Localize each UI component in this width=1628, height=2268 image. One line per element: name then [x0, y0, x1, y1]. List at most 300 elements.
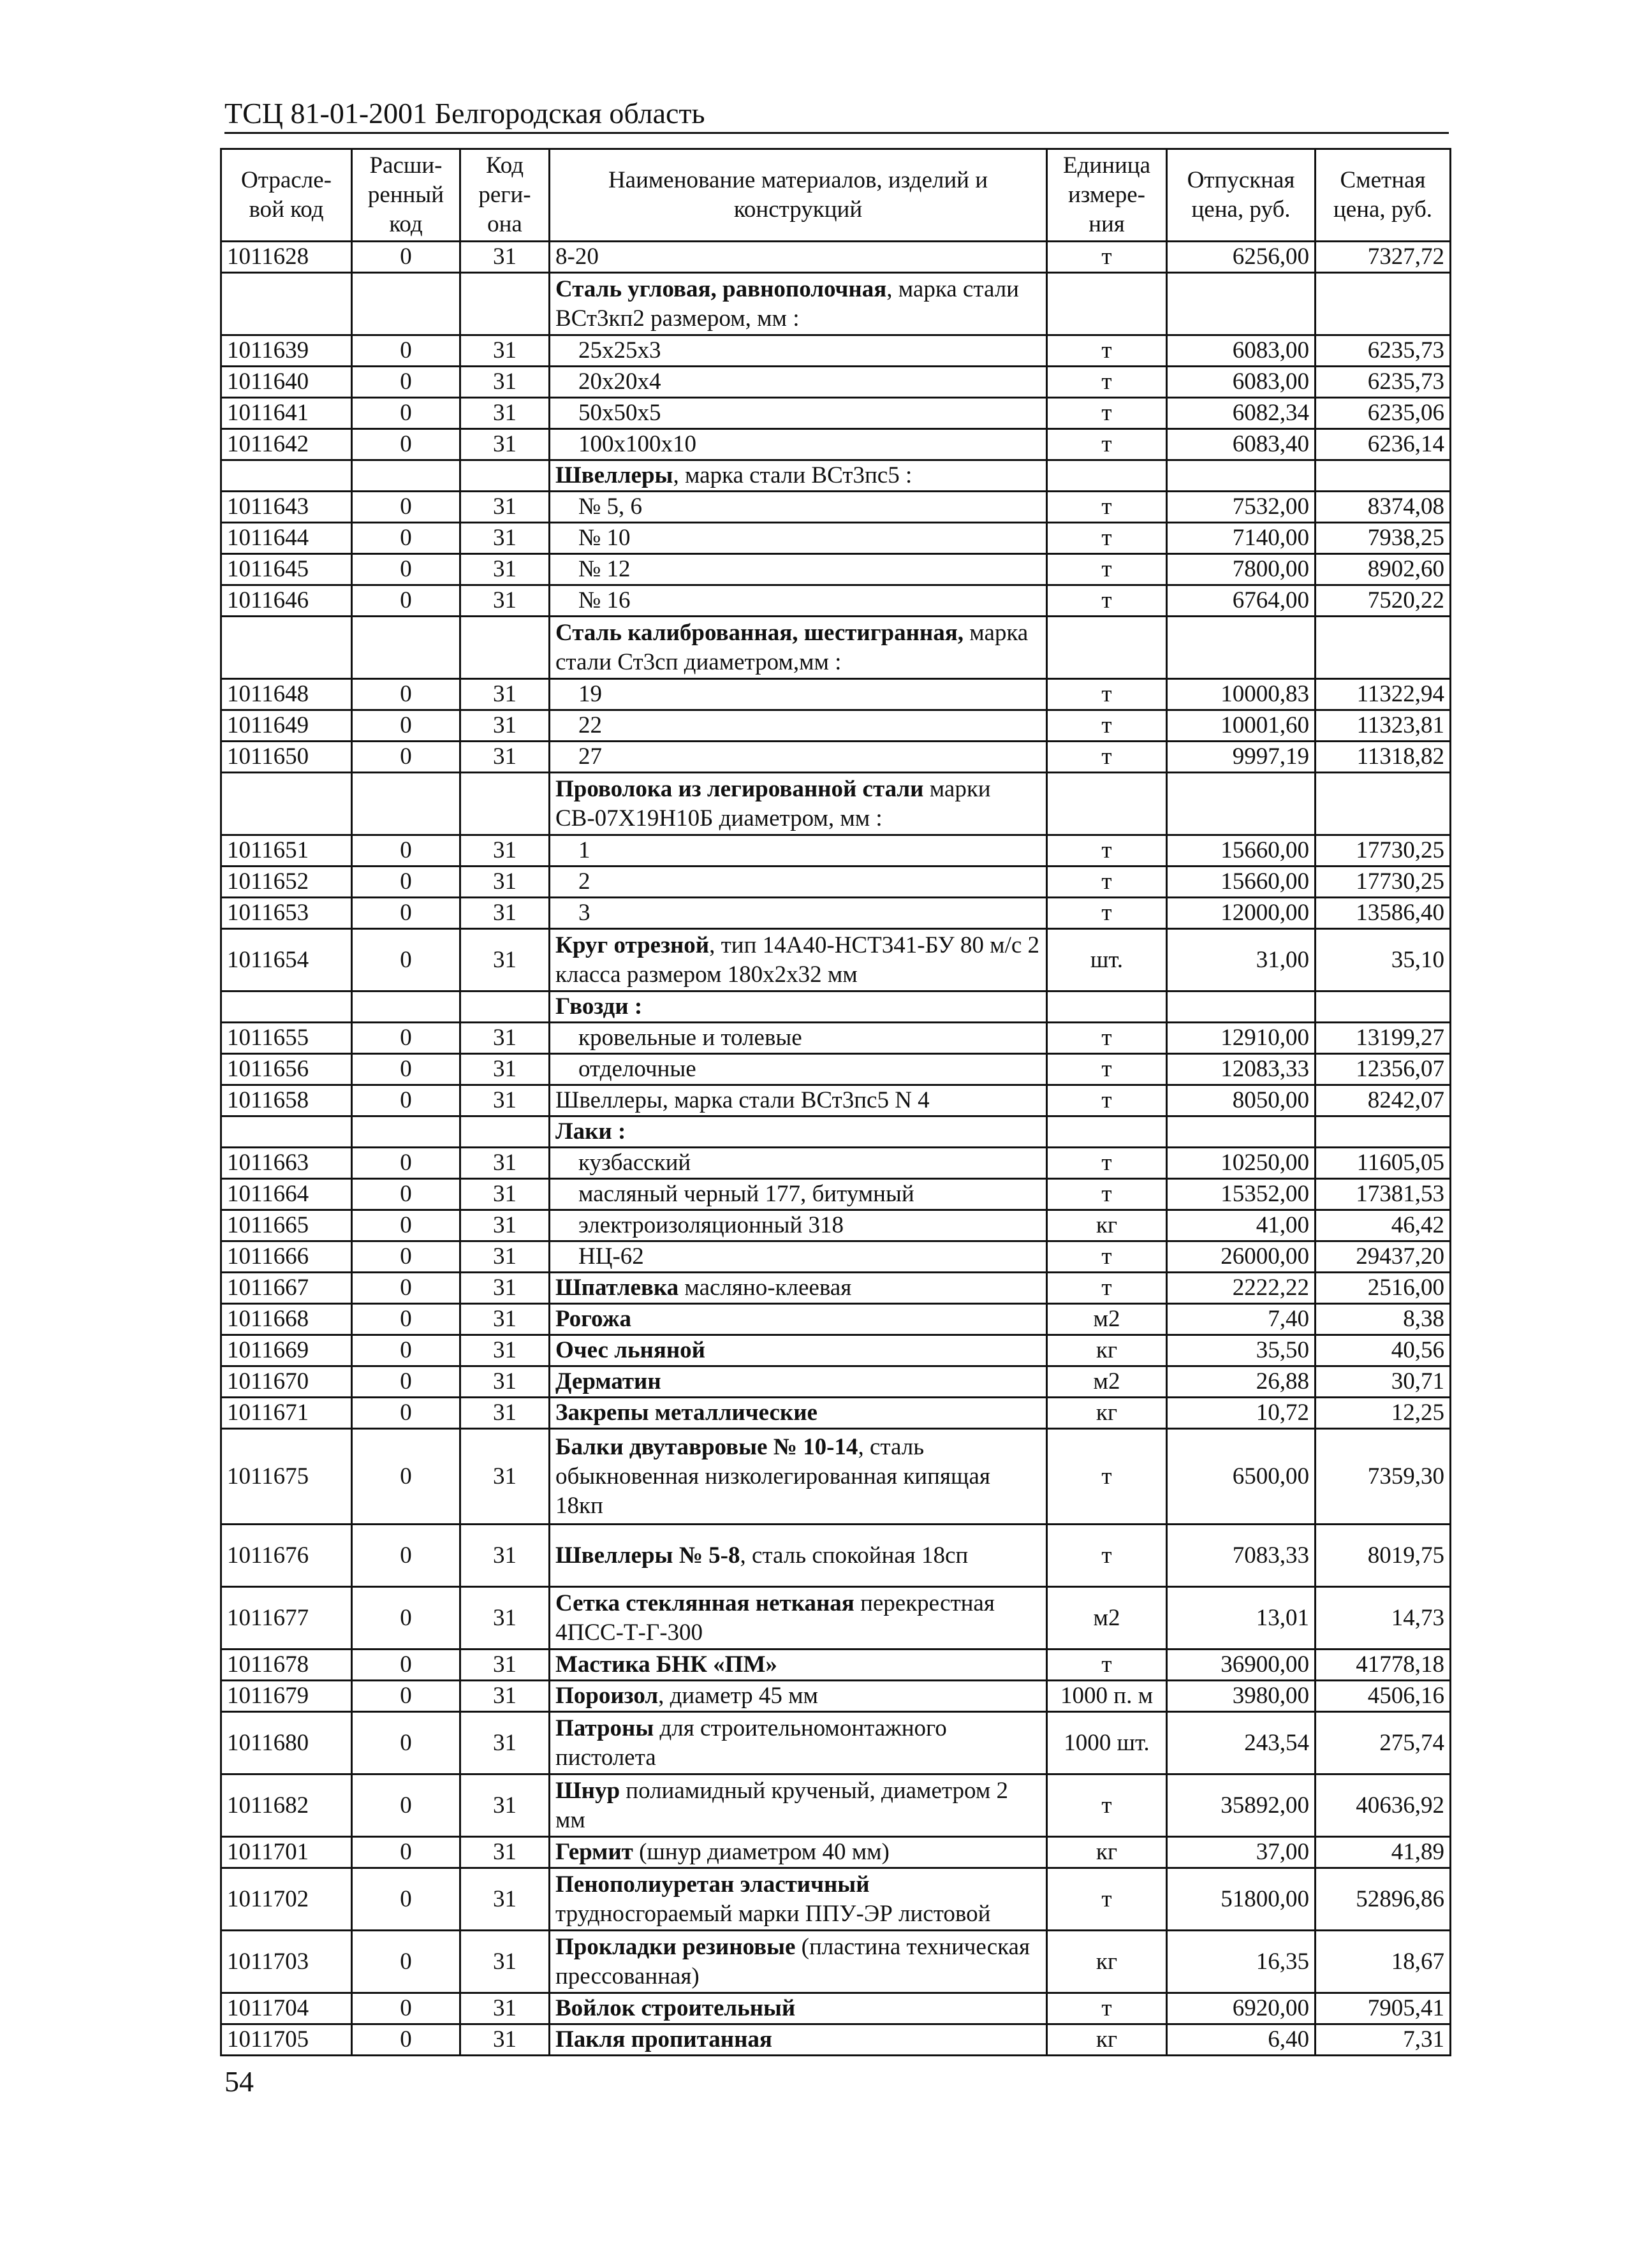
estimate-price-cell: 17730,25: [1316, 835, 1451, 867]
material-name-bold: Сталь угловая, равнополочная: [555, 275, 887, 302]
material-name-text: 27: [578, 743, 602, 770]
material-name-text: , сталь обыкновенная низколегированная кипящая 18кп: [555, 1433, 990, 1519]
material-name-cell: [550, 367, 1047, 398]
material-name-bold: Гермит: [555, 1839, 633, 1865]
unit-cell: т: [1047, 835, 1167, 867]
unit-cell: т: [1047, 242, 1167, 273]
header-region-code: Код реги- она: [460, 149, 550, 242]
release-price-cell: 6920,00: [1167, 1993, 1316, 2024]
region-code-cell: 31: [460, 929, 550, 991]
material-name-text: кровельные и толевые: [578, 1025, 802, 1051]
estimate-price-cell: 12,25: [1316, 1398, 1451, 1429]
table-row: [221, 1993, 1451, 2024]
extended-code-cell: 0: [352, 492, 460, 523]
release-price-cell: 10000,83: [1167, 679, 1316, 710]
estimate-price-cell: [1316, 617, 1451, 679]
material-name-cell: [550, 1398, 1047, 1429]
material-name-cell: [550, 617, 1047, 679]
estimate-price-cell: 8374,08: [1316, 492, 1451, 523]
estimate-price-cell: 7520,22: [1316, 585, 1451, 617]
extended-code-cell: 0: [352, 523, 460, 554]
estimate-price-cell: 29437,20: [1316, 1241, 1451, 1273]
estimate-price-cell: 17381,53: [1316, 1179, 1451, 1210]
table-row: [221, 367, 1451, 398]
industry-code-cell: 1011654: [221, 929, 352, 991]
extended-code-cell: 0: [352, 1366, 460, 1398]
release-price-cell: 6083,00: [1167, 335, 1316, 367]
material-name-cell: [550, 991, 1047, 1023]
estimate-price-cell: 30,71: [1316, 1366, 1451, 1398]
release-price-cell: 7083,33: [1167, 1525, 1316, 1587]
release-price-cell: 243,54: [1167, 1712, 1316, 1774]
material-name-bold: Пенополиуретан эластичный: [555, 1871, 870, 1898]
extended-code-cell: 0: [352, 1241, 460, 1273]
estimate-price-cell: 14,73: [1316, 1587, 1451, 1650]
material-name-cell: [550, 1868, 1047, 1931]
table-row: [221, 1241, 1451, 1273]
material-name-bold: Дерматин: [555, 1368, 661, 1394]
table-group-heading: [221, 617, 1451, 679]
industry-code-cell: 1011641: [221, 398, 352, 429]
industry-code-cell: 1011645: [221, 554, 352, 585]
material-name-text: 3: [578, 900, 590, 926]
unit-cell: 1000 шт.: [1047, 1712, 1167, 1774]
unit-cell: [1047, 1116, 1167, 1148]
industry-code-cell: 1011669: [221, 1335, 352, 1366]
table-group-heading: [221, 991, 1451, 1023]
material-name-text: трудносгораемый марки ППУ-ЭР листовой: [555, 1900, 991, 1927]
unit-cell: т: [1047, 742, 1167, 773]
estimate-price-cell: 4506,16: [1316, 1681, 1451, 1712]
material-name-cell: [550, 2024, 1047, 2056]
unit-cell: т: [1047, 1429, 1167, 1525]
industry-code-cell: 1011680: [221, 1712, 352, 1774]
material-name-cell: [550, 929, 1047, 991]
industry-code-cell: 1011664: [221, 1179, 352, 1210]
estimate-price-cell: 8902,60: [1316, 554, 1451, 585]
region-code-cell: [460, 773, 550, 835]
unit-cell: т: [1047, 1054, 1167, 1085]
extended-code-cell: 0: [352, 835, 460, 867]
unit-cell: т: [1047, 1085, 1167, 1116]
table-row: [221, 1681, 1451, 1712]
industry-code-cell: 1011678: [221, 1650, 352, 1681]
extended-code-cell: 0: [352, 1179, 460, 1210]
table-row: [221, 492, 1451, 523]
material-name-bold: Гвозди :: [555, 993, 643, 1020]
release-price-cell: [1167, 1116, 1316, 1148]
material-name-text: , марка стали ВСт3пс5 :: [673, 462, 913, 488]
estimate-price-cell: 6235,73: [1316, 335, 1451, 367]
release-price-cell: 15660,00: [1167, 835, 1316, 867]
estimate-price-cell: [1316, 1116, 1451, 1148]
region-code-cell: 31: [460, 335, 550, 367]
industry-code-cell: 1011644: [221, 523, 352, 554]
region-code-cell: 31: [460, 1398, 550, 1429]
industry-code-cell: 1011652: [221, 867, 352, 898]
extended-code-cell: 0: [352, 710, 460, 742]
material-name-text: № 12: [578, 556, 631, 582]
material-name-bold: Закрепы металлические: [555, 1400, 818, 1426]
material-name-cell: [550, 1241, 1047, 1273]
release-price-cell: 6082,34: [1167, 398, 1316, 429]
header-estimate-price: Сметная цена, руб.: [1316, 149, 1451, 242]
material-name-bold: Круг отрезной: [555, 932, 710, 958]
region-code-cell: 31: [460, 1241, 550, 1273]
material-name-cell: [550, 492, 1047, 523]
industry-code-cell: 1011668: [221, 1304, 352, 1335]
extended-code-cell: 0: [352, 1712, 460, 1774]
extended-code-cell: 0: [352, 1587, 460, 1650]
material-name-text: 19: [578, 681, 602, 707]
material-name-bold: Швеллеры: [555, 462, 673, 488]
table-row: [221, 1587, 1451, 1650]
extended-code-cell: 0: [352, 1774, 460, 1837]
unit-cell: т: [1047, 585, 1167, 617]
material-name-cell: [550, 1712, 1047, 1774]
material-name-cell: [550, 710, 1047, 742]
industry-code-cell: 1011649: [221, 710, 352, 742]
industry-code-cell: 1011639: [221, 335, 352, 367]
extended-code-cell: 0: [352, 1148, 460, 1179]
material-name-cell: [550, 1429, 1047, 1525]
release-price-cell: 3980,00: [1167, 1681, 1316, 1712]
unit-cell: 1000 п. м: [1047, 1681, 1167, 1712]
material-name-bold: Пакля пропитанная: [555, 2026, 772, 2052]
table-row: [221, 898, 1451, 929]
region-code-cell: 31: [460, 2024, 550, 2056]
release-price-cell: 7,40: [1167, 1304, 1316, 1335]
table-row: [221, 242, 1451, 273]
extended-code-cell: 0: [352, 1335, 460, 1366]
material-name-text: электроизоляционный 318: [578, 1212, 844, 1238]
region-code-cell: [460, 460, 550, 492]
unit-cell: т: [1047, 1650, 1167, 1681]
region-code-cell: 31: [460, 1712, 550, 1774]
material-name-bold: Лаки :: [555, 1118, 626, 1145]
unit-cell: м2: [1047, 1587, 1167, 1650]
extended-code-cell: 0: [352, 867, 460, 898]
table-group-heading: [221, 773, 1451, 835]
estimate-price-cell: 6235,73: [1316, 367, 1451, 398]
industry-code-cell: 1011670: [221, 1366, 352, 1398]
material-name-text: для строительномонтажного пистолета: [555, 1715, 947, 1771]
table-row: [221, 2024, 1451, 2056]
extended-code-cell: 0: [352, 429, 460, 460]
region-code-cell: 31: [460, 1148, 550, 1179]
material-name-bold: Мастика БНК «ПМ»: [555, 1651, 777, 1678]
unit-cell: т: [1047, 1023, 1167, 1054]
unit-cell: кг: [1047, 1837, 1167, 1868]
table-row: [221, 585, 1451, 617]
region-code-cell: 31: [460, 710, 550, 742]
industry-code-cell: 1011702: [221, 1868, 352, 1931]
material-name-cell: [550, 398, 1047, 429]
estimate-price-cell: 7359,30: [1316, 1429, 1451, 1525]
industry-code-cell: 1011682: [221, 1774, 352, 1837]
industry-code-cell: [221, 617, 352, 679]
page-header: [224, 88, 1449, 134]
industry-code-cell: 1011676: [221, 1525, 352, 1587]
material-name-cell: [550, 1210, 1047, 1241]
extended-code-cell: 0: [352, 335, 460, 367]
material-name-bold: Пороизол: [555, 1683, 659, 1709]
material-name-cell: [550, 523, 1047, 554]
extended-code-cell: 0: [352, 1931, 460, 1993]
estimate-price-cell: [1316, 991, 1451, 1023]
region-code-cell: [460, 273, 550, 335]
extended-code-cell: 0: [352, 2024, 460, 2056]
material-name-cell: [550, 1681, 1047, 1712]
estimate-price-cell: 7,31: [1316, 2024, 1451, 2056]
extended-code-cell: 0: [352, 585, 460, 617]
table-row: [221, 679, 1451, 710]
material-name-text: НЦ-62: [578, 1243, 644, 1269]
estimate-price-cell: 6235,06: [1316, 398, 1451, 429]
unit-cell: [1047, 773, 1167, 835]
industry-code-cell: 1011651: [221, 835, 352, 867]
estimate-price-cell: 8019,75: [1316, 1525, 1451, 1587]
material-name-cell: [550, 554, 1047, 585]
estimate-price-cell: 11323,81: [1316, 710, 1451, 742]
material-name-cell: [550, 773, 1047, 835]
unit-cell: т: [1047, 679, 1167, 710]
material-name-text: кузбасский: [578, 1150, 691, 1176]
region-code-cell: 31: [460, 242, 550, 273]
industry-code-cell: 1011677: [221, 1587, 352, 1650]
industry-code-cell: 1011628: [221, 242, 352, 273]
extended-code-cell: 0: [352, 242, 460, 273]
material-name-bold: Балки двутавровые № 10-14: [555, 1433, 858, 1460]
extended-code-cell: 0: [352, 898, 460, 929]
extended-code-cell: 0: [352, 929, 460, 991]
header-release-price: Отпускная цена, руб.: [1167, 149, 1316, 242]
table-row: [221, 710, 1451, 742]
release-price-cell: 35,50: [1167, 1335, 1316, 1366]
release-price-cell: 6764,00: [1167, 585, 1316, 617]
industry-code-cell: 1011705: [221, 2024, 352, 2056]
extended-code-cell: 0: [352, 1681, 460, 1712]
table-row: [221, 1304, 1451, 1335]
region-code-cell: 31: [460, 898, 550, 929]
estimate-price-cell: 12356,07: [1316, 1054, 1451, 1085]
unit-cell: кг: [1047, 1210, 1167, 1241]
release-price-cell: 12910,00: [1167, 1023, 1316, 1054]
release-price-cell: 13,01: [1167, 1587, 1316, 1650]
release-price-cell: 15660,00: [1167, 867, 1316, 898]
release-price-cell: 36900,00: [1167, 1650, 1316, 1681]
material-name-cell: [550, 867, 1047, 898]
extended-code-cell: 0: [352, 1429, 460, 1525]
unit-cell: [1047, 991, 1167, 1023]
table-row: [221, 523, 1451, 554]
table-row: [221, 929, 1451, 991]
material-name-bold: Проволока из легированной стали: [555, 775, 924, 802]
material-name-cell: [550, 1525, 1047, 1587]
release-price-cell: 31,00: [1167, 929, 1316, 991]
material-name-cell: [550, 1273, 1047, 1304]
region-code-cell: 31: [460, 867, 550, 898]
material-name-cell: [550, 429, 1047, 460]
extended-code-cell: 0: [352, 1054, 460, 1085]
industry-code-cell: 1011665: [221, 1210, 352, 1241]
material-name-cell: [550, 1304, 1047, 1335]
region-code-cell: 31: [460, 1273, 550, 1304]
material-name-text: № 5, 6: [578, 494, 643, 520]
unit-cell: т: [1047, 1993, 1167, 2024]
material-name-text: 8-20: [555, 244, 599, 270]
material-name-text: масляно-клеевая: [678, 1275, 852, 1301]
region-code-cell: 31: [460, 1023, 550, 1054]
industry-code-cell: 1011667: [221, 1273, 352, 1304]
region-code-cell: 31: [460, 1085, 550, 1116]
release-price-cell: 41,00: [1167, 1210, 1316, 1241]
unit-cell: т: [1047, 710, 1167, 742]
unit-cell: т: [1047, 1241, 1167, 1273]
estimate-price-cell: [1316, 773, 1451, 835]
material-name-text: отделочные: [578, 1056, 696, 1082]
material-name-text: 20х20х4: [578, 369, 661, 395]
table-row: [221, 1837, 1451, 1868]
material-name-text: Швеллеры, марка стали ВСт3пс5 N 4: [555, 1087, 930, 1113]
unit-cell: кг: [1047, 2024, 1167, 2056]
extended-code-cell: 0: [352, 1993, 460, 2024]
industry-code-cell: 1011650: [221, 742, 352, 773]
material-name-bold: Очес льняной: [555, 1337, 705, 1363]
industry-code-cell: 1011675: [221, 1429, 352, 1525]
material-name-cell: [550, 1587, 1047, 1650]
estimate-price-cell: 8242,07: [1316, 1085, 1451, 1116]
industry-code-cell: [221, 991, 352, 1023]
table-row: [221, 1525, 1451, 1587]
release-price-cell: [1167, 273, 1316, 335]
region-code-cell: 31: [460, 523, 550, 554]
material-name-bold: Сетка стеклянная нетканая: [555, 1590, 854, 1616]
unit-cell: [1047, 460, 1167, 492]
material-name-cell: [550, 679, 1047, 710]
region-code-cell: 31: [460, 1681, 550, 1712]
estimate-price-cell: 13199,27: [1316, 1023, 1451, 1054]
industry-code-cell: [221, 1116, 352, 1148]
estimate-price-cell: 40,56: [1316, 1335, 1451, 1366]
release-price-cell: 9997,19: [1167, 742, 1316, 773]
extended-code-cell: 0: [352, 1837, 460, 1868]
release-price-cell: 6256,00: [1167, 242, 1316, 273]
unit-cell: м2: [1047, 1304, 1167, 1335]
table-row: [221, 835, 1451, 867]
release-price-cell: 35892,00: [1167, 1774, 1316, 1837]
extended-code-cell: 0: [352, 679, 460, 710]
release-price-cell: 26000,00: [1167, 1241, 1316, 1273]
material-name-text: полиамидный крученый, диаметром 2 мм: [555, 1777, 1008, 1833]
estimate-price-cell: 41,89: [1316, 1837, 1451, 1868]
region-code-cell: 31: [460, 1335, 550, 1366]
release-price-cell: 6083,00: [1167, 367, 1316, 398]
material-name-text: (шнур диаметром 40 мм): [633, 1839, 890, 1865]
region-code-cell: 31: [460, 1179, 550, 1210]
unit-cell: т: [1047, 867, 1167, 898]
industry-code-cell: 1011666: [221, 1241, 352, 1273]
material-name-text: , сталь спокойная 18сп: [740, 1542, 969, 1569]
table-row: [221, 429, 1451, 460]
table-row: [221, 554, 1451, 585]
material-name-cell: [550, 1774, 1047, 1837]
extended-code-cell: 0: [352, 1085, 460, 1116]
release-price-cell: 6500,00: [1167, 1429, 1316, 1525]
table-row: [221, 867, 1451, 898]
extended-code-cell: [352, 460, 460, 492]
region-code-cell: 31: [460, 554, 550, 585]
table-row: [221, 1398, 1451, 1429]
table-row: [221, 398, 1451, 429]
extended-code-cell: 0: [352, 1304, 460, 1335]
region-code-cell: [460, 617, 550, 679]
table-row: [221, 1429, 1451, 1525]
table-row: [221, 1650, 1451, 1681]
unit-cell: [1047, 273, 1167, 335]
estimate-price-cell: [1316, 273, 1451, 335]
material-name-cell: [550, 1366, 1047, 1398]
unit-cell: шт.: [1047, 929, 1167, 991]
table-row: [221, 1179, 1451, 1210]
extended-code-cell: [352, 1116, 460, 1148]
release-price-cell: 10250,00: [1167, 1148, 1316, 1179]
region-code-cell: 31: [460, 1525, 550, 1587]
region-code-cell: 31: [460, 1650, 550, 1681]
material-name-cell: [550, 1116, 1047, 1148]
release-price-cell: 12000,00: [1167, 898, 1316, 929]
material-name-bold: Прокладки резиновые: [555, 1933, 796, 1960]
material-name-cell: [550, 273, 1047, 335]
table-group-heading: [221, 1116, 1451, 1148]
table-row: [221, 1273, 1451, 1304]
material-name-text: 22: [578, 712, 602, 738]
estimate-price-cell: 35,10: [1316, 929, 1451, 991]
unit-cell: кг: [1047, 1398, 1167, 1429]
document-title: ТСЦ 81-01-2001 Белгородская область: [224, 97, 705, 129]
material-name-bold: Рогожа: [555, 1306, 631, 1332]
header-industry-code: Отрасле- вой код: [221, 149, 352, 242]
material-name-cell: [550, 1993, 1047, 2024]
unit-cell: т: [1047, 492, 1167, 523]
industry-code-cell: 1011703: [221, 1931, 352, 1993]
estimate-price-cell: 18,67: [1316, 1931, 1451, 1993]
material-name-text: , марка стали ВСт3кп2 размером, мм :: [555, 275, 1019, 332]
table-row: [221, 1366, 1451, 1398]
industry-code-cell: [221, 773, 352, 835]
material-name-text: № 16: [578, 587, 631, 613]
industry-code-cell: 1011643: [221, 492, 352, 523]
table-group-heading: [221, 273, 1451, 335]
release-price-cell: [1167, 991, 1316, 1023]
table-row: [221, 1868, 1451, 1931]
region-code-cell: 31: [460, 1931, 550, 1993]
unit-cell: [1047, 617, 1167, 679]
table-row: [221, 1210, 1451, 1241]
release-price-cell: 10001,60: [1167, 710, 1316, 742]
unit-cell: т: [1047, 367, 1167, 398]
table-row: [221, 1023, 1451, 1054]
unit-cell: кг: [1047, 1335, 1167, 1366]
unit-cell: т: [1047, 429, 1167, 460]
extended-code-cell: 0: [352, 1023, 460, 1054]
extended-code-cell: 0: [352, 1273, 460, 1304]
extended-code-cell: 0: [352, 742, 460, 773]
estimate-price-cell: 2516,00: [1316, 1273, 1451, 1304]
unit-cell: т: [1047, 1868, 1167, 1931]
table-row: [221, 1054, 1451, 1085]
material-name-cell: [550, 1085, 1047, 1116]
